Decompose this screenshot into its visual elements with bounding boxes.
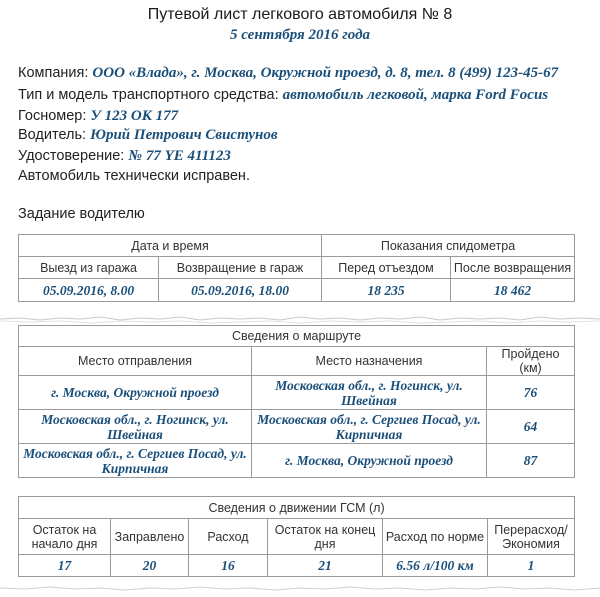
fuel-table — [18, 496, 575, 577]
table-row — [19, 444, 575, 478]
table-cell: 05.09.2016, 8.00 — [19, 279, 159, 302]
column-header: Место назначения — [252, 347, 487, 376]
vehicle-model-field — [18, 87, 548, 104]
torn-paper-edge — [0, 312, 600, 326]
table-cell: 18 235 — [322, 279, 451, 302]
table-cell: Московская обл., г. Сергиев Посад, ул. Кирпичная — [19, 444, 252, 478]
torn-paper-edge-bottom — [0, 583, 600, 597]
column-header: Остаток на начало дня — [19, 519, 111, 555]
table-cell: 20 — [111, 555, 189, 577]
table-cell: 1 — [488, 555, 575, 577]
plate-number-field — [18, 108, 178, 125]
document-date: 5 сентября 2016 года — [229, 27, 371, 43]
column-header: Расход — [189, 519, 268, 555]
table-cell: 64 — [487, 410, 575, 444]
fuel-table-title: Сведения о движении ГСМ (л) — [19, 497, 575, 519]
table-cell: 17 — [19, 555, 111, 577]
table-cell: 87 — [487, 444, 575, 478]
table-row — [19, 410, 575, 444]
status-text: Автомобиль технически исправен. — [18, 168, 250, 184]
company-field — [18, 65, 558, 82]
field-value: ООО «Влада», г. Москва, Окружной проезд, д. 8, тел. 8 (499) 123-45-67 — [92, 65, 559, 81]
license-field — [18, 148, 231, 165]
route-table — [18, 325, 575, 478]
table-row — [19, 376, 575, 410]
field-label: Компания: — [18, 65, 93, 81]
table-cell: г. Москва, Окружной проезд — [19, 376, 252, 410]
table-cell: Московская обл., г. Сергиев Посад, ул. Кирпичная — [252, 410, 487, 444]
column-header: Остаток на конец дня — [268, 519, 383, 555]
table-cell: 16 — [189, 555, 268, 577]
table-cell: 21 — [268, 555, 383, 577]
column-header: Расход по норме — [383, 519, 488, 555]
column-header: Место отправления — [19, 347, 252, 376]
column-header: Заправлено — [111, 519, 189, 555]
table-cell: Московская обл., г. Ногинск, ул. Швейная — [252, 376, 487, 410]
column-header: Возвращение в гараж — [159, 257, 322, 279]
column-header: Перерасход/ Экономия — [488, 519, 575, 555]
field-label: Водитель: — [18, 127, 91, 143]
column-header: Перед отъездом — [322, 257, 451, 279]
route-table-title: Сведения о маршруте — [19, 326, 575, 347]
table-cell: 6.56 л/100 км — [383, 555, 488, 577]
column-header: Выезд из гаража — [19, 257, 159, 279]
column-header: Пройдено (км) — [487, 347, 575, 376]
column-header: После возвращения — [451, 257, 575, 279]
document-title: Путевой лист легкового автомобиля № 8 — [147, 6, 453, 23]
table-cell: г. Москва, Окружной проезд — [252, 444, 487, 478]
table-cell: Московская обл., г. Ногинск, ул. Швейная — [19, 410, 252, 444]
table-cell: 76 — [487, 376, 575, 410]
table-cell: 05.09.2016, 18.00 — [159, 279, 322, 302]
group-header-odometer: Показания спидометра — [322, 235, 575, 257]
field-label: Удостоверение: — [18, 148, 129, 164]
field-value: У 123 ОК 177 — [90, 108, 179, 124]
driver-field — [18, 127, 278, 144]
group-header-datetime: Дата и время — [19, 235, 322, 257]
field-label: Тип и модель транспортного средства: — [18, 87, 283, 103]
field-value: Юрий Петрович Свистунов — [90, 127, 278, 143]
field-value: автомобиль легковой, марка Ford Focus — [282, 87, 549, 103]
field-value: № 77 YE 411123 — [128, 148, 231, 164]
time-odometer-table — [18, 234, 575, 302]
table-cell: 18 462 — [451, 279, 575, 302]
task-label: Задание водителю — [18, 206, 145, 222]
table-row — [19, 555, 575, 577]
field-label: Госномер: — [18, 108, 91, 124]
